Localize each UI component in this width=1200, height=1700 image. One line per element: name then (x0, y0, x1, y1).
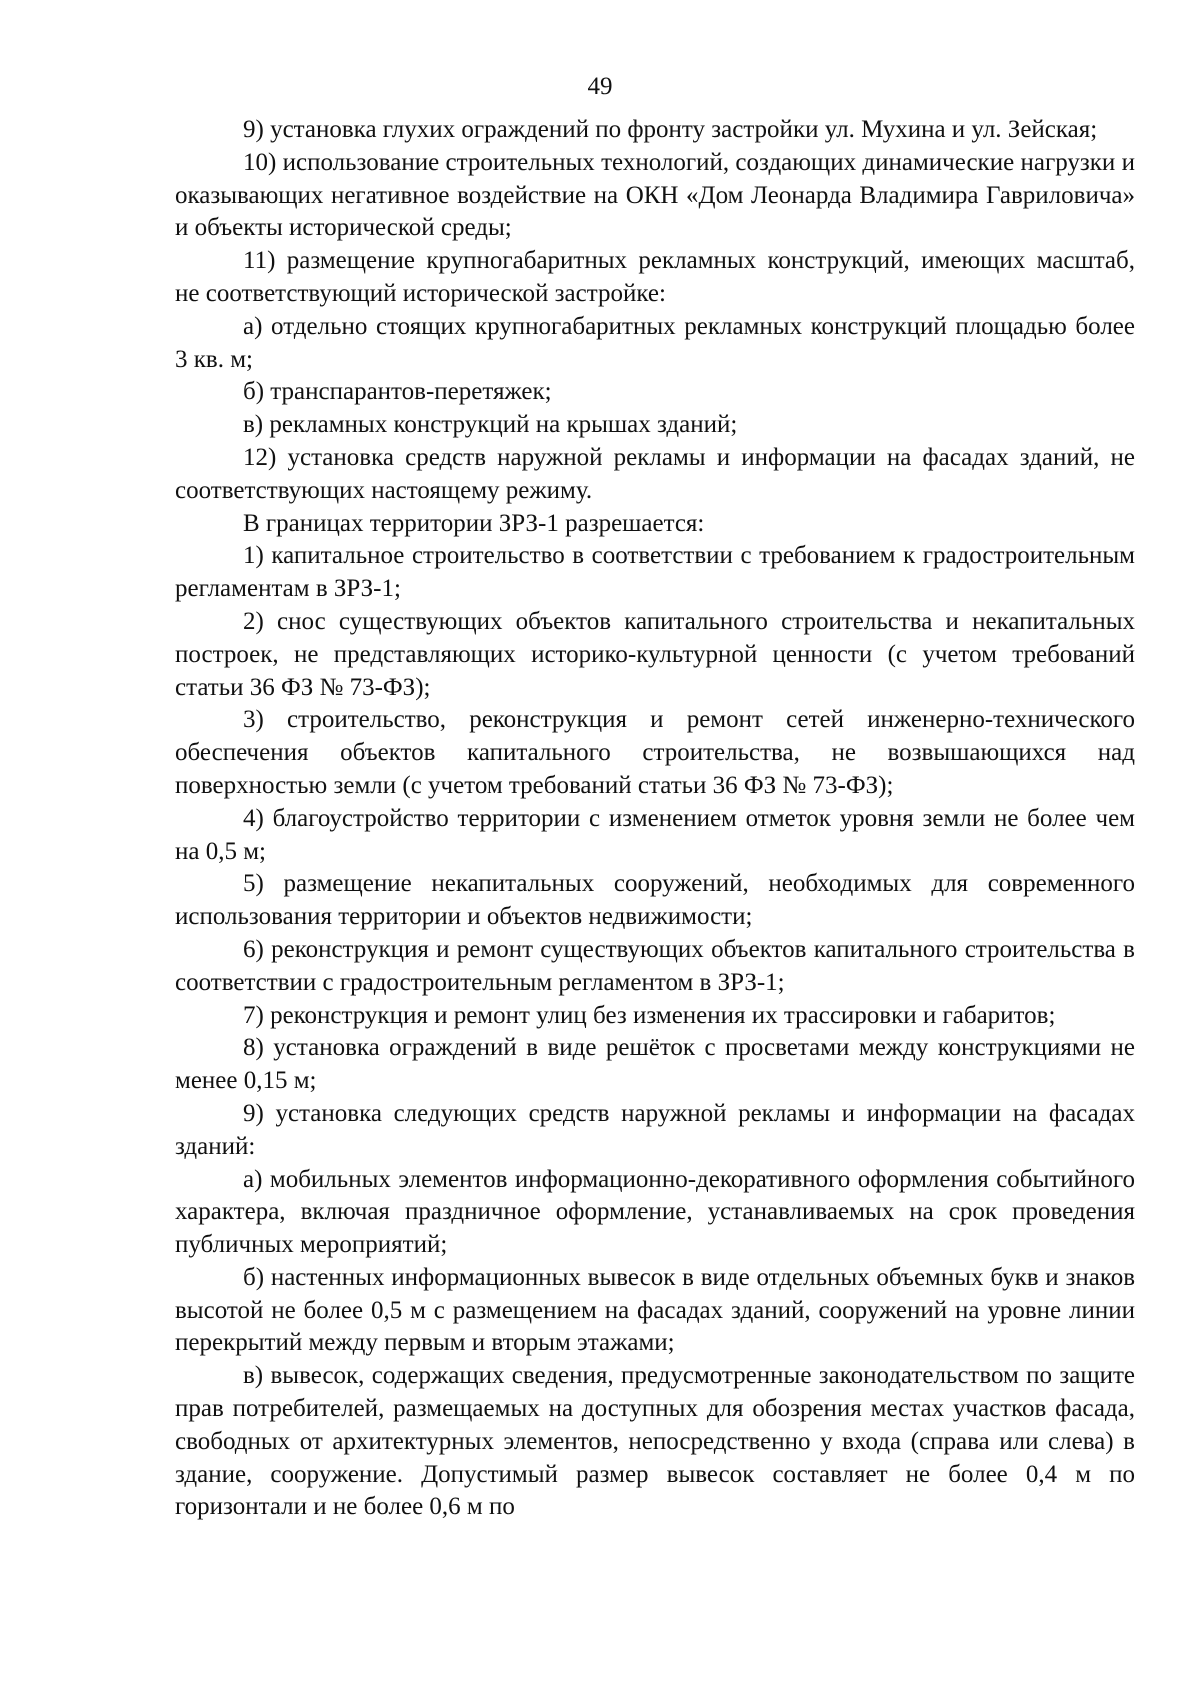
paragraph-allowed-1: 1) капитальное строительство в соответствии с требованием к градостроительным регламентам в ЗРЗ-1; (175, 542, 1135, 603)
paragraph-allowed-9-b: б) настенных информационных вывесок в виде отдельных объемных букв и знаков высотой не более 0,5 м с размещением на фасадах зданий, сооружений на уровне линии перекрытий между первым и вторым этажами; (175, 1263, 1135, 1357)
paragraph-subitem-b-banners: б) транспарантов-перетяжек; (243, 378, 552, 406)
paragraph-allowed-9-a: а) мобильных элементов информационно-декоративного оформления событийного характера, включая праздничное оформление, устанавливаемых на срок проведения публичных мероприятий; (175, 1165, 1135, 1259)
paragraph-subitem-a-standalone: а) отдельно стоящих крупногабаритных рекламных конструкций площадью более 3 кв. м; (175, 312, 1135, 373)
paragraph-allowed-6: 6) реконструкция и ремонт существующих объектов капитального строительства в соответствии с градостроительным регламентом в ЗРЗ-1; (175, 935, 1135, 996)
paragraph-allowed-5: 5) размещение некапитальных сооружений, необходимых для современного использования территории и объектов недвижимости; (175, 870, 1135, 931)
paragraph-allowed-7: 7) реконструкция и ремонт улиц без изменения их трассировки и габаритов; (243, 1001, 1056, 1029)
paragraph-item-9-fences: 9) установка глухих ограждений по фронту застройки ул. Мухина и ул. Зейская; (243, 116, 1098, 143)
paragraph-allowed-3: 3) строительство, реконструкция и ремонт сетей инженерно-технического обеспечения объектов капитального строительства, не возвышающихся над поверхностью земли (с учетом требований статьи 36 ФЗ № 73-ФЗ); (175, 706, 1135, 799)
paragraph-allowed-4: 4) благоустройство территории с изменением отметок уровня земли не более чем на 0,5 м; (175, 804, 1135, 865)
paragraph-subitem-v-roofs: в) рекламных конструкций на крышах зданий; (243, 411, 738, 439)
paragraph-allowed-heading: В границах территории ЗРЗ-1 разрешается: (243, 509, 705, 537)
paragraph-allowed-8: 8) установка ограждений в виде решёток с просветами между конструкциями не менее 0,15 м; (175, 1034, 1135, 1095)
paragraph-allowed-9: 9) установка следующих средств наружной рекламы и информации на фасадах зданий: (175, 1099, 1135, 1160)
document-body (175, 114, 1135, 1524)
page-number: 49 (587, 73, 613, 100)
paragraph-allowed-9-v: в) вывесок, содержащих сведения, предусмотренные законодательством по защите прав потребителей, размещаемых на доступных для обозрения местах участков фасада, свободных от архитектурных элементов, непосредственно у входа (справа или слева) в здание, сооружение. Допустимый размер вывесок составляет не более 0,4 м по горизонтали и не более 0,6 м по (175, 1362, 1135, 1521)
paragraph-item-12-facade-ads: 12) установка средств наружной рекламы и информации на фасадах зданий, не соответствующих настоящему режиму. (175, 443, 1135, 504)
paragraph-allowed-2: 2) снос существующих объектов капитального строительства и некапитальных построек, не представляющих историко-культурной ценности (с учетом требований статьи 36 ФЗ № 73-ФЗ); (175, 607, 1135, 701)
paragraph-item-10-technologies: 10) использование строительных технологий, создающих динамические нагрузки и оказывающих негативное воздействие на ОКН «Дом Леонарда Владимира Гавриловича» и объекты исторической среды; (175, 148, 1135, 242)
paragraph-item-11-advertising: 11) размещение крупногабаритных рекламных конструкций, имеющих масштаб, не соответствующий исторической застройке: (175, 247, 1135, 307)
